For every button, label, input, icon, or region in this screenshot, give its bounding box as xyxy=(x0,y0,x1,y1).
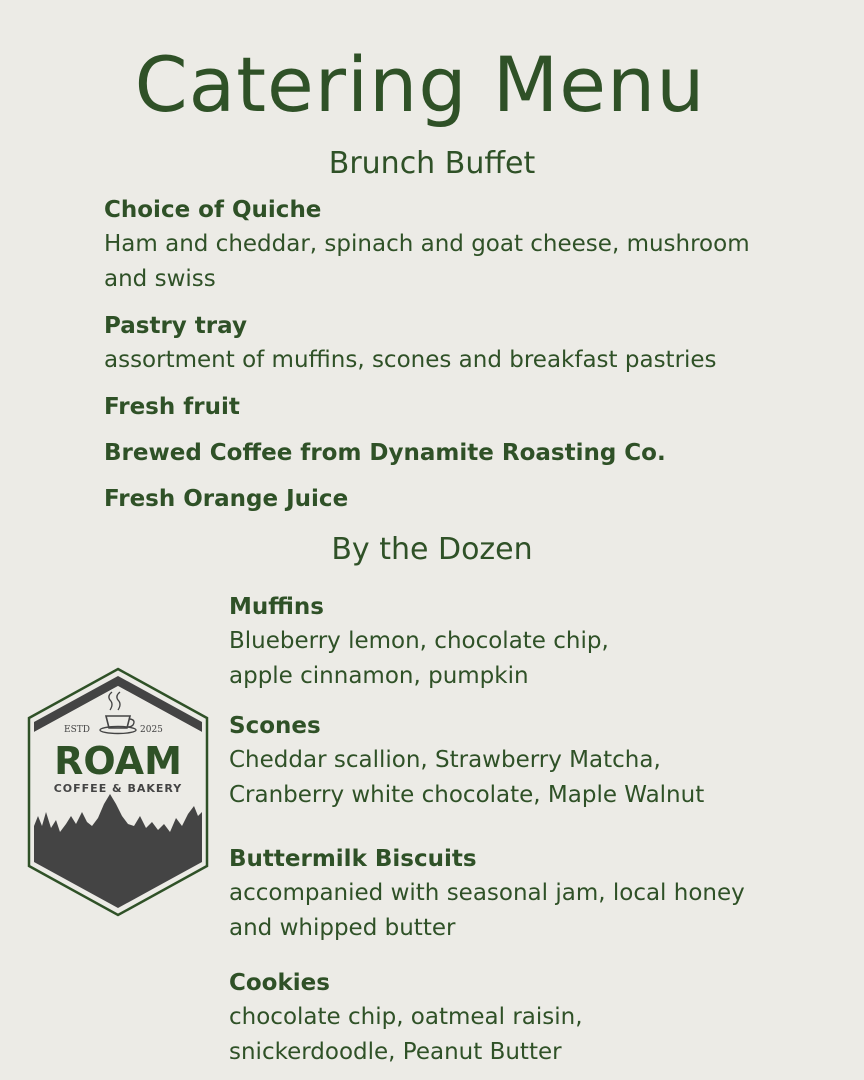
item-desc: assortment of muffins, scones and breakfast pastries xyxy=(104,347,717,373)
item-desc: Cranberry white chocolate, Maple Walnut xyxy=(229,782,705,808)
menu-item xyxy=(229,842,745,946)
menu-item xyxy=(104,482,348,516)
menu-item xyxy=(229,709,704,813)
logo-brand: ROAM xyxy=(54,739,182,783)
menu-item xyxy=(104,390,240,424)
item-name: Choice of Quiche xyxy=(104,197,322,223)
item-desc: apple cinnamon, pumpkin xyxy=(229,663,529,689)
menu-item xyxy=(229,966,583,1070)
item-name: Fresh fruit xyxy=(104,394,240,420)
logo-estd-left: ESTD xyxy=(64,725,90,735)
item-name: Cookies xyxy=(229,970,330,996)
item-name: Pastry tray xyxy=(104,313,247,339)
item-desc: Cheddar scallion, Strawberry Matcha, xyxy=(229,747,661,773)
roam-logo xyxy=(24,666,212,918)
logo-estd-right: 2025 xyxy=(140,725,163,735)
brunch-heading: Brunch Buffet xyxy=(328,146,536,181)
item-name: Scones xyxy=(229,713,321,739)
item-name: Fresh Orange Juice xyxy=(104,486,349,512)
menu-item xyxy=(104,193,750,297)
page-title: Catering Menu xyxy=(134,40,706,129)
item-name: Buttermilk Biscuits xyxy=(229,846,477,872)
menu-item xyxy=(229,590,609,694)
item-desc: and whipped butter xyxy=(229,915,456,941)
item-desc: snickerdoodle, Peanut Butter xyxy=(229,1039,562,1065)
item-desc: chocolate chip, oatmeal raisin, xyxy=(229,1004,583,1030)
dozen-heading: By the Dozen xyxy=(331,532,533,567)
menu-item xyxy=(104,436,666,470)
item-desc: accompanied with seasonal jam, local honey xyxy=(229,880,745,906)
item-name: Brewed Coffee from Dynamite Roasting Co. xyxy=(104,440,666,466)
menu-item xyxy=(104,309,717,378)
item-desc: and swiss xyxy=(104,266,216,292)
logo-tagline: COFFEE & BAKERY xyxy=(53,782,183,795)
item-desc: Ham and cheddar, spinach and goat cheese, mushroom xyxy=(104,231,750,257)
item-desc: Blueberry lemon, chocolate chip, xyxy=(229,628,609,654)
item-name: Muffins xyxy=(229,594,324,620)
